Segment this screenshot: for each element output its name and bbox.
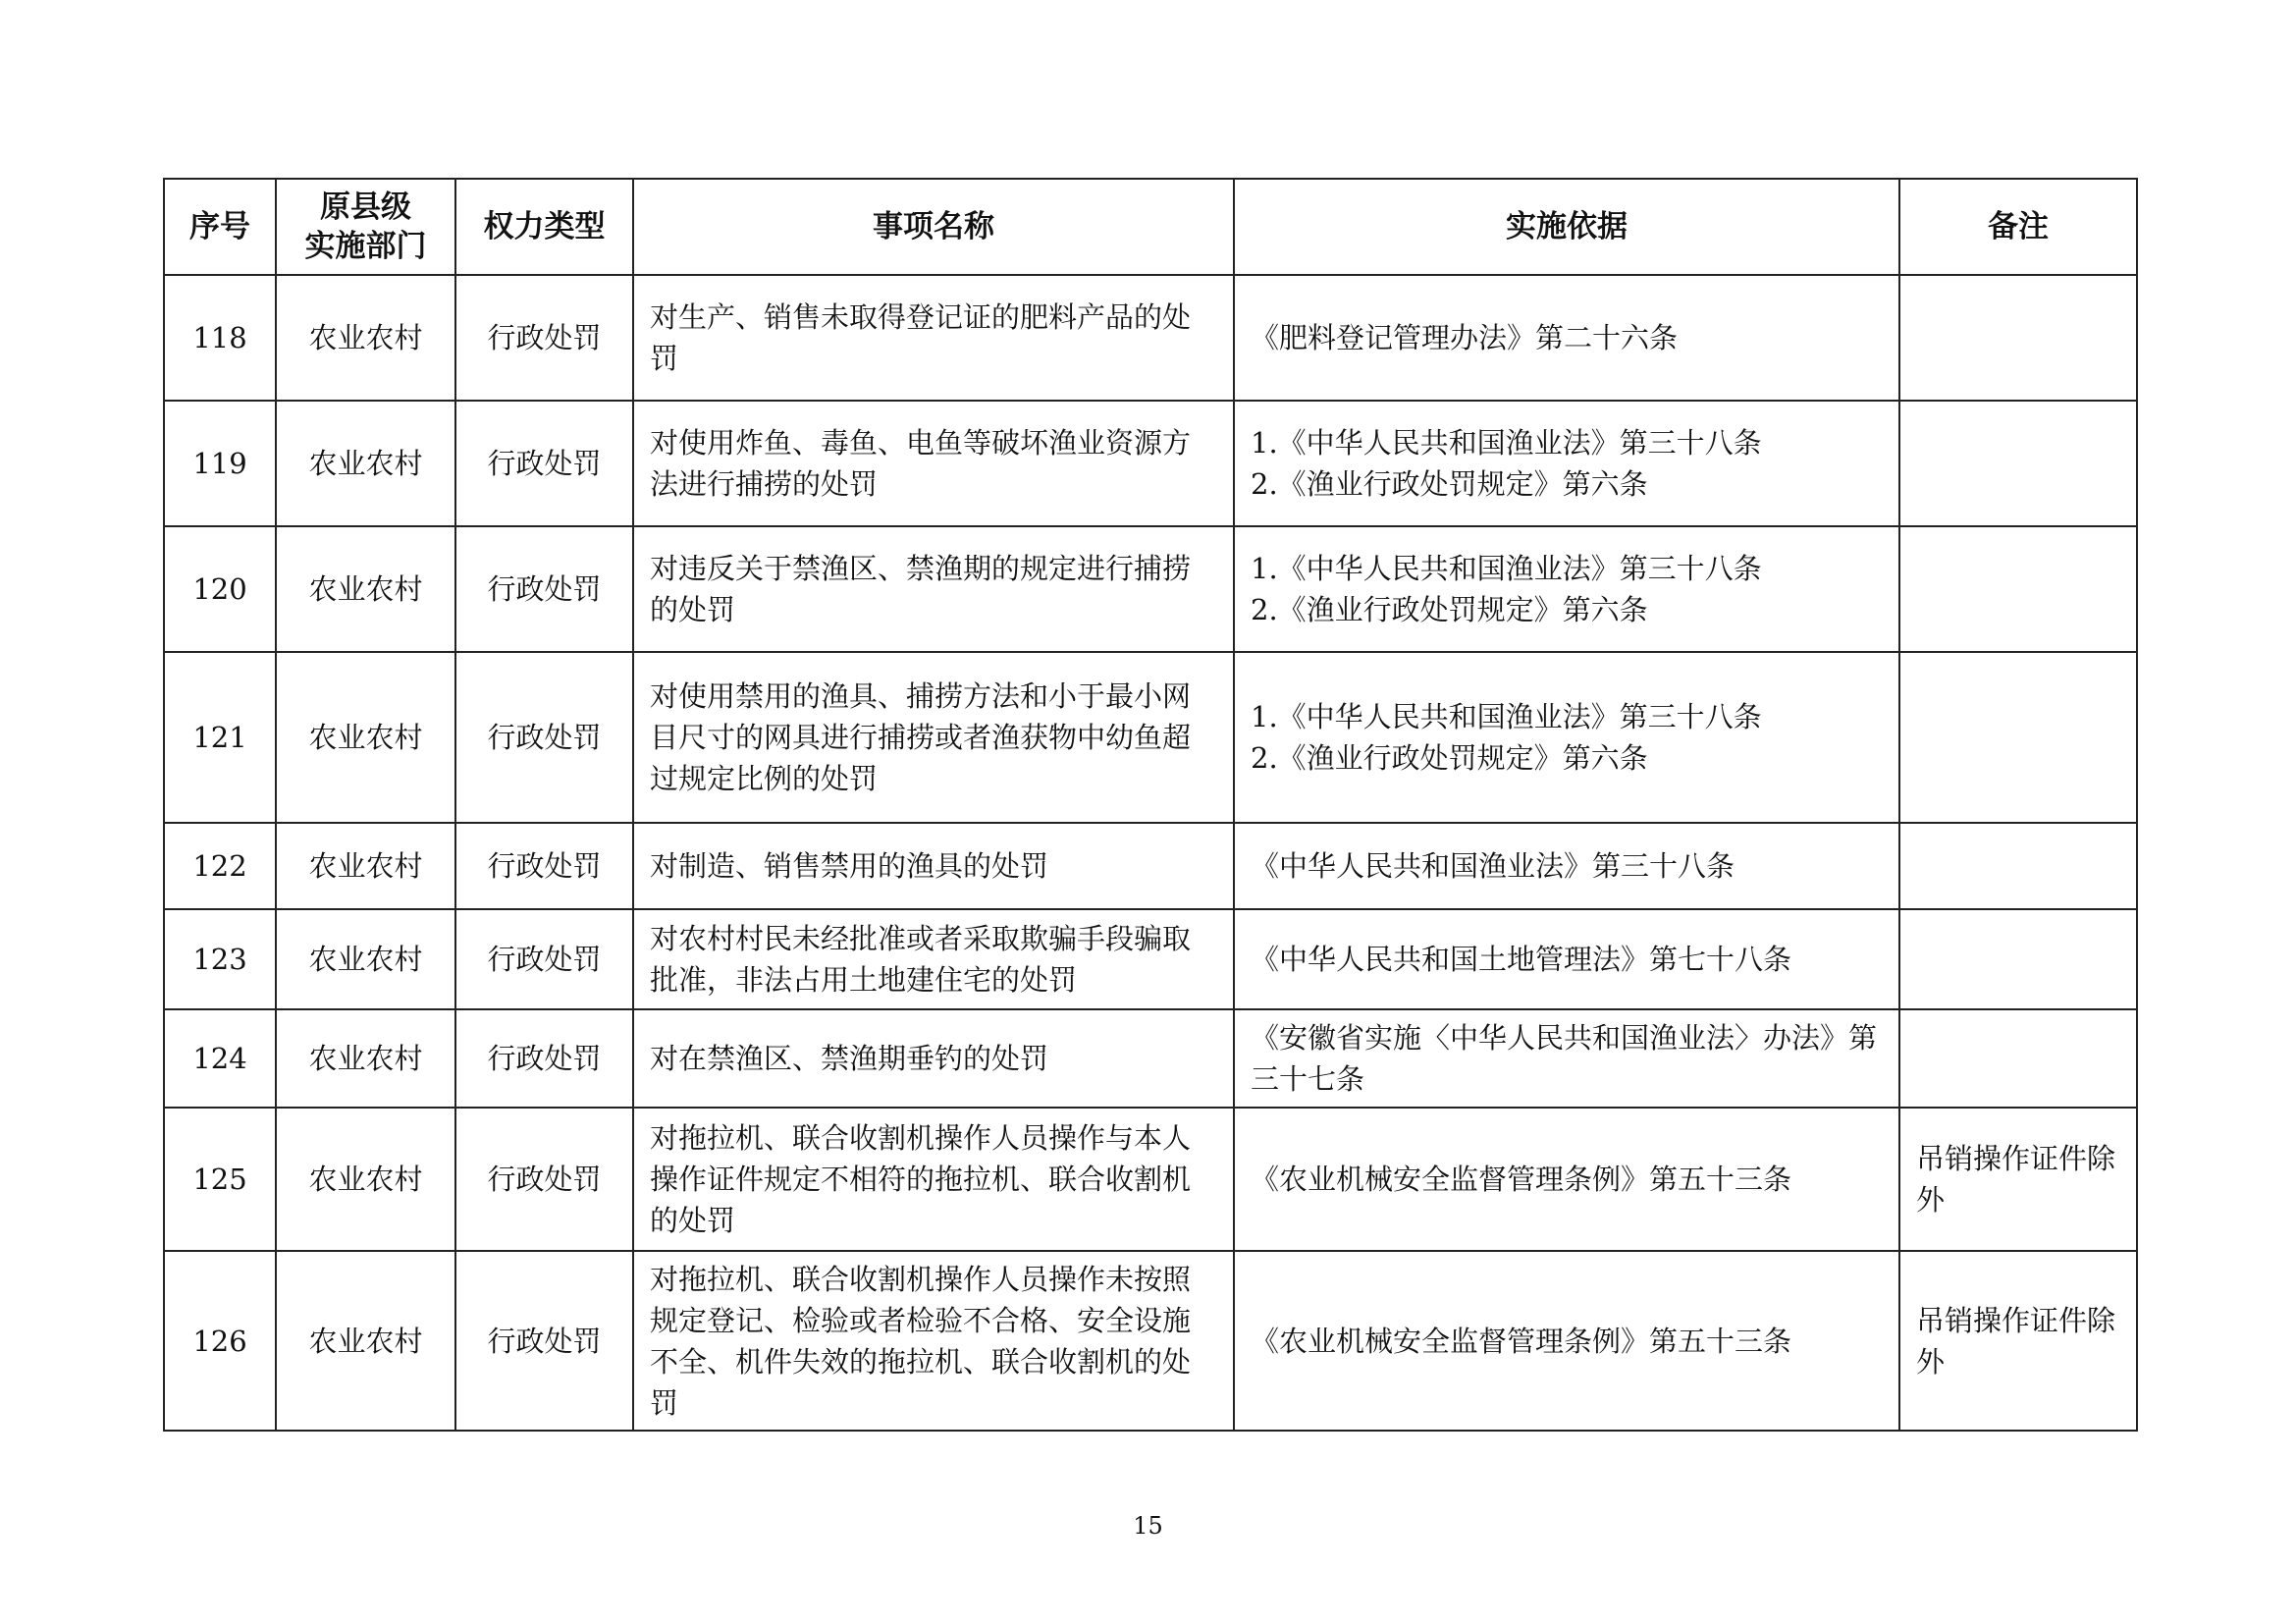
cell-basis xyxy=(1234,1009,1899,1108)
table-row xyxy=(164,652,2137,823)
cell-no: 125 xyxy=(164,1108,276,1251)
cell-no: 119 xyxy=(164,401,276,526)
table-body xyxy=(164,275,2137,1431)
header-name: 事项名称 xyxy=(633,179,1234,275)
basis-line: 《肥料登记管理办法》第二十六条 xyxy=(1251,321,1679,354)
basis-line: 1.《中华人民共和国渔业法》第三十八条 xyxy=(1251,426,1762,460)
table-row xyxy=(164,526,2137,652)
cell-remarks xyxy=(1899,909,2137,1009)
cell-remarks xyxy=(1899,401,2137,526)
document-page xyxy=(163,178,2136,1432)
cell-type: 行政处罚 xyxy=(455,401,633,526)
cell-type: 行政处罚 xyxy=(455,275,633,401)
cell-basis xyxy=(1234,526,1899,652)
header-remarks: 备注 xyxy=(1899,179,2137,275)
cell-dept: 农业农村 xyxy=(276,823,455,909)
basis-line: 《安徽省实施〈中华人民共和国渔业法〉办法》第三十七条 xyxy=(1251,1021,1878,1096)
cell-dept: 农业农村 xyxy=(276,401,455,526)
header-dept xyxy=(276,179,455,275)
cell-type: 行政处罚 xyxy=(455,1251,633,1431)
power-items-table xyxy=(163,178,2138,1432)
cell-basis xyxy=(1234,909,1899,1009)
table-row xyxy=(164,823,2137,909)
basis-line: 2.《渔业行政处罚规定》第六条 xyxy=(1251,741,1648,775)
cell-basis xyxy=(1234,1251,1899,1431)
basis-line: 2.《渔业行政处罚规定》第六条 xyxy=(1251,467,1648,501)
page-number: 15 xyxy=(1133,1512,1163,1540)
basis-line: 《农业机械安全监督管理条例》第五十三条 xyxy=(1251,1163,1792,1196)
header-dept-line2: 实施部门 xyxy=(304,229,427,264)
basis-line: 2.《渔业行政处罚规定》第六条 xyxy=(1251,593,1648,626)
cell-remarks: 吊销操作证件除外 xyxy=(1899,1251,2137,1431)
cell-item-name: 对农村村民未经批准或者采取欺骗手段骗取批准，非法占用土地建住宅的处罚 xyxy=(633,909,1234,1009)
header-no: 序号 xyxy=(164,179,276,275)
cell-type: 行政处罚 xyxy=(455,526,633,652)
cell-basis xyxy=(1234,823,1899,909)
cell-no: 120 xyxy=(164,526,276,652)
cell-remarks: 吊销操作证件除外 xyxy=(1899,1108,2137,1251)
cell-type: 行政处罚 xyxy=(455,823,633,909)
cell-type: 行政处罚 xyxy=(455,1009,633,1108)
cell-remarks xyxy=(1899,652,2137,823)
header-type: 权力类型 xyxy=(455,179,633,275)
cell-basis xyxy=(1234,652,1899,823)
cell-item-name: 对违反关于禁渔区、禁渔期的规定进行捕捞的处罚 xyxy=(633,526,1234,652)
cell-basis xyxy=(1234,275,1899,401)
cell-dept: 农业农村 xyxy=(276,526,455,652)
cell-remarks xyxy=(1899,823,2137,909)
cell-no: 124 xyxy=(164,1009,276,1108)
table-row xyxy=(164,401,2137,526)
cell-dept: 农业农村 xyxy=(276,652,455,823)
basis-line: 1.《中华人民共和国渔业法》第三十八条 xyxy=(1251,700,1762,733)
cell-basis xyxy=(1234,401,1899,526)
cell-no: 122 xyxy=(164,823,276,909)
basis-line: 《农业机械安全监督管理条例》第五十三条 xyxy=(1251,1324,1792,1358)
cell-type: 行政处罚 xyxy=(455,909,633,1009)
cell-item-name: 对拖拉机、联合收割机操作人员操作未按照规定登记、检验或者检验不合格、安全设施不全、机件失效的拖拉机、联合收割机的处罚 xyxy=(633,1251,1234,1431)
cell-type: 行政处罚 xyxy=(455,1108,633,1251)
cell-dept: 农业农村 xyxy=(276,1251,455,1431)
table-row xyxy=(164,1108,2137,1251)
cell-no: 118 xyxy=(164,275,276,401)
cell-remarks xyxy=(1899,526,2137,652)
cell-basis xyxy=(1234,1108,1899,1251)
cell-no: 123 xyxy=(164,909,276,1009)
header-basis: 实施依据 xyxy=(1234,179,1899,275)
cell-no: 126 xyxy=(164,1251,276,1431)
cell-dept: 农业农村 xyxy=(276,909,455,1009)
cell-item-name: 对在禁渔区、禁渔期垂钓的处罚 xyxy=(633,1009,1234,1108)
cell-no: 121 xyxy=(164,652,276,823)
table-row xyxy=(164,909,2137,1009)
basis-line: 《中华人民共和国土地管理法》第七十八条 xyxy=(1251,943,1792,976)
table-row xyxy=(164,1251,2137,1431)
table-header-row xyxy=(164,179,2137,275)
cell-item-name: 对制造、销售禁用的渔具的处罚 xyxy=(633,823,1234,909)
cell-dept: 农业农村 xyxy=(276,1009,455,1108)
cell-item-name: 对使用禁用的渔具、捕捞方法和小于最小网目尺寸的网具进行捕捞或者渔获物中幼鱼超过规定比例的处罚 xyxy=(633,652,1234,823)
cell-remarks xyxy=(1899,1009,2137,1108)
table-row xyxy=(164,1009,2137,1108)
basis-line: 《中华人民共和国渔业法》第三十八条 xyxy=(1251,849,1735,883)
cell-dept: 农业农村 xyxy=(276,1108,455,1251)
header-dept-line1: 原县级 xyxy=(320,189,411,225)
table-row xyxy=(164,275,2137,401)
cell-item-name: 对生产、销售未取得登记证的肥料产品的处罚 xyxy=(633,275,1234,401)
basis-line: 1.《中华人民共和国渔业法》第三十八条 xyxy=(1251,552,1762,585)
cell-remarks xyxy=(1899,275,2137,401)
cell-type: 行政处罚 xyxy=(455,652,633,823)
cell-item-name: 对拖拉机、联合收割机操作人员操作与本人操作证件规定不相符的拖拉机、联合收割机的处罚 xyxy=(633,1108,1234,1251)
cell-dept: 农业农村 xyxy=(276,275,455,401)
cell-item-name: 对使用炸鱼、毒鱼、电鱼等破坏渔业资源方法进行捕捞的处罚 xyxy=(633,401,1234,526)
